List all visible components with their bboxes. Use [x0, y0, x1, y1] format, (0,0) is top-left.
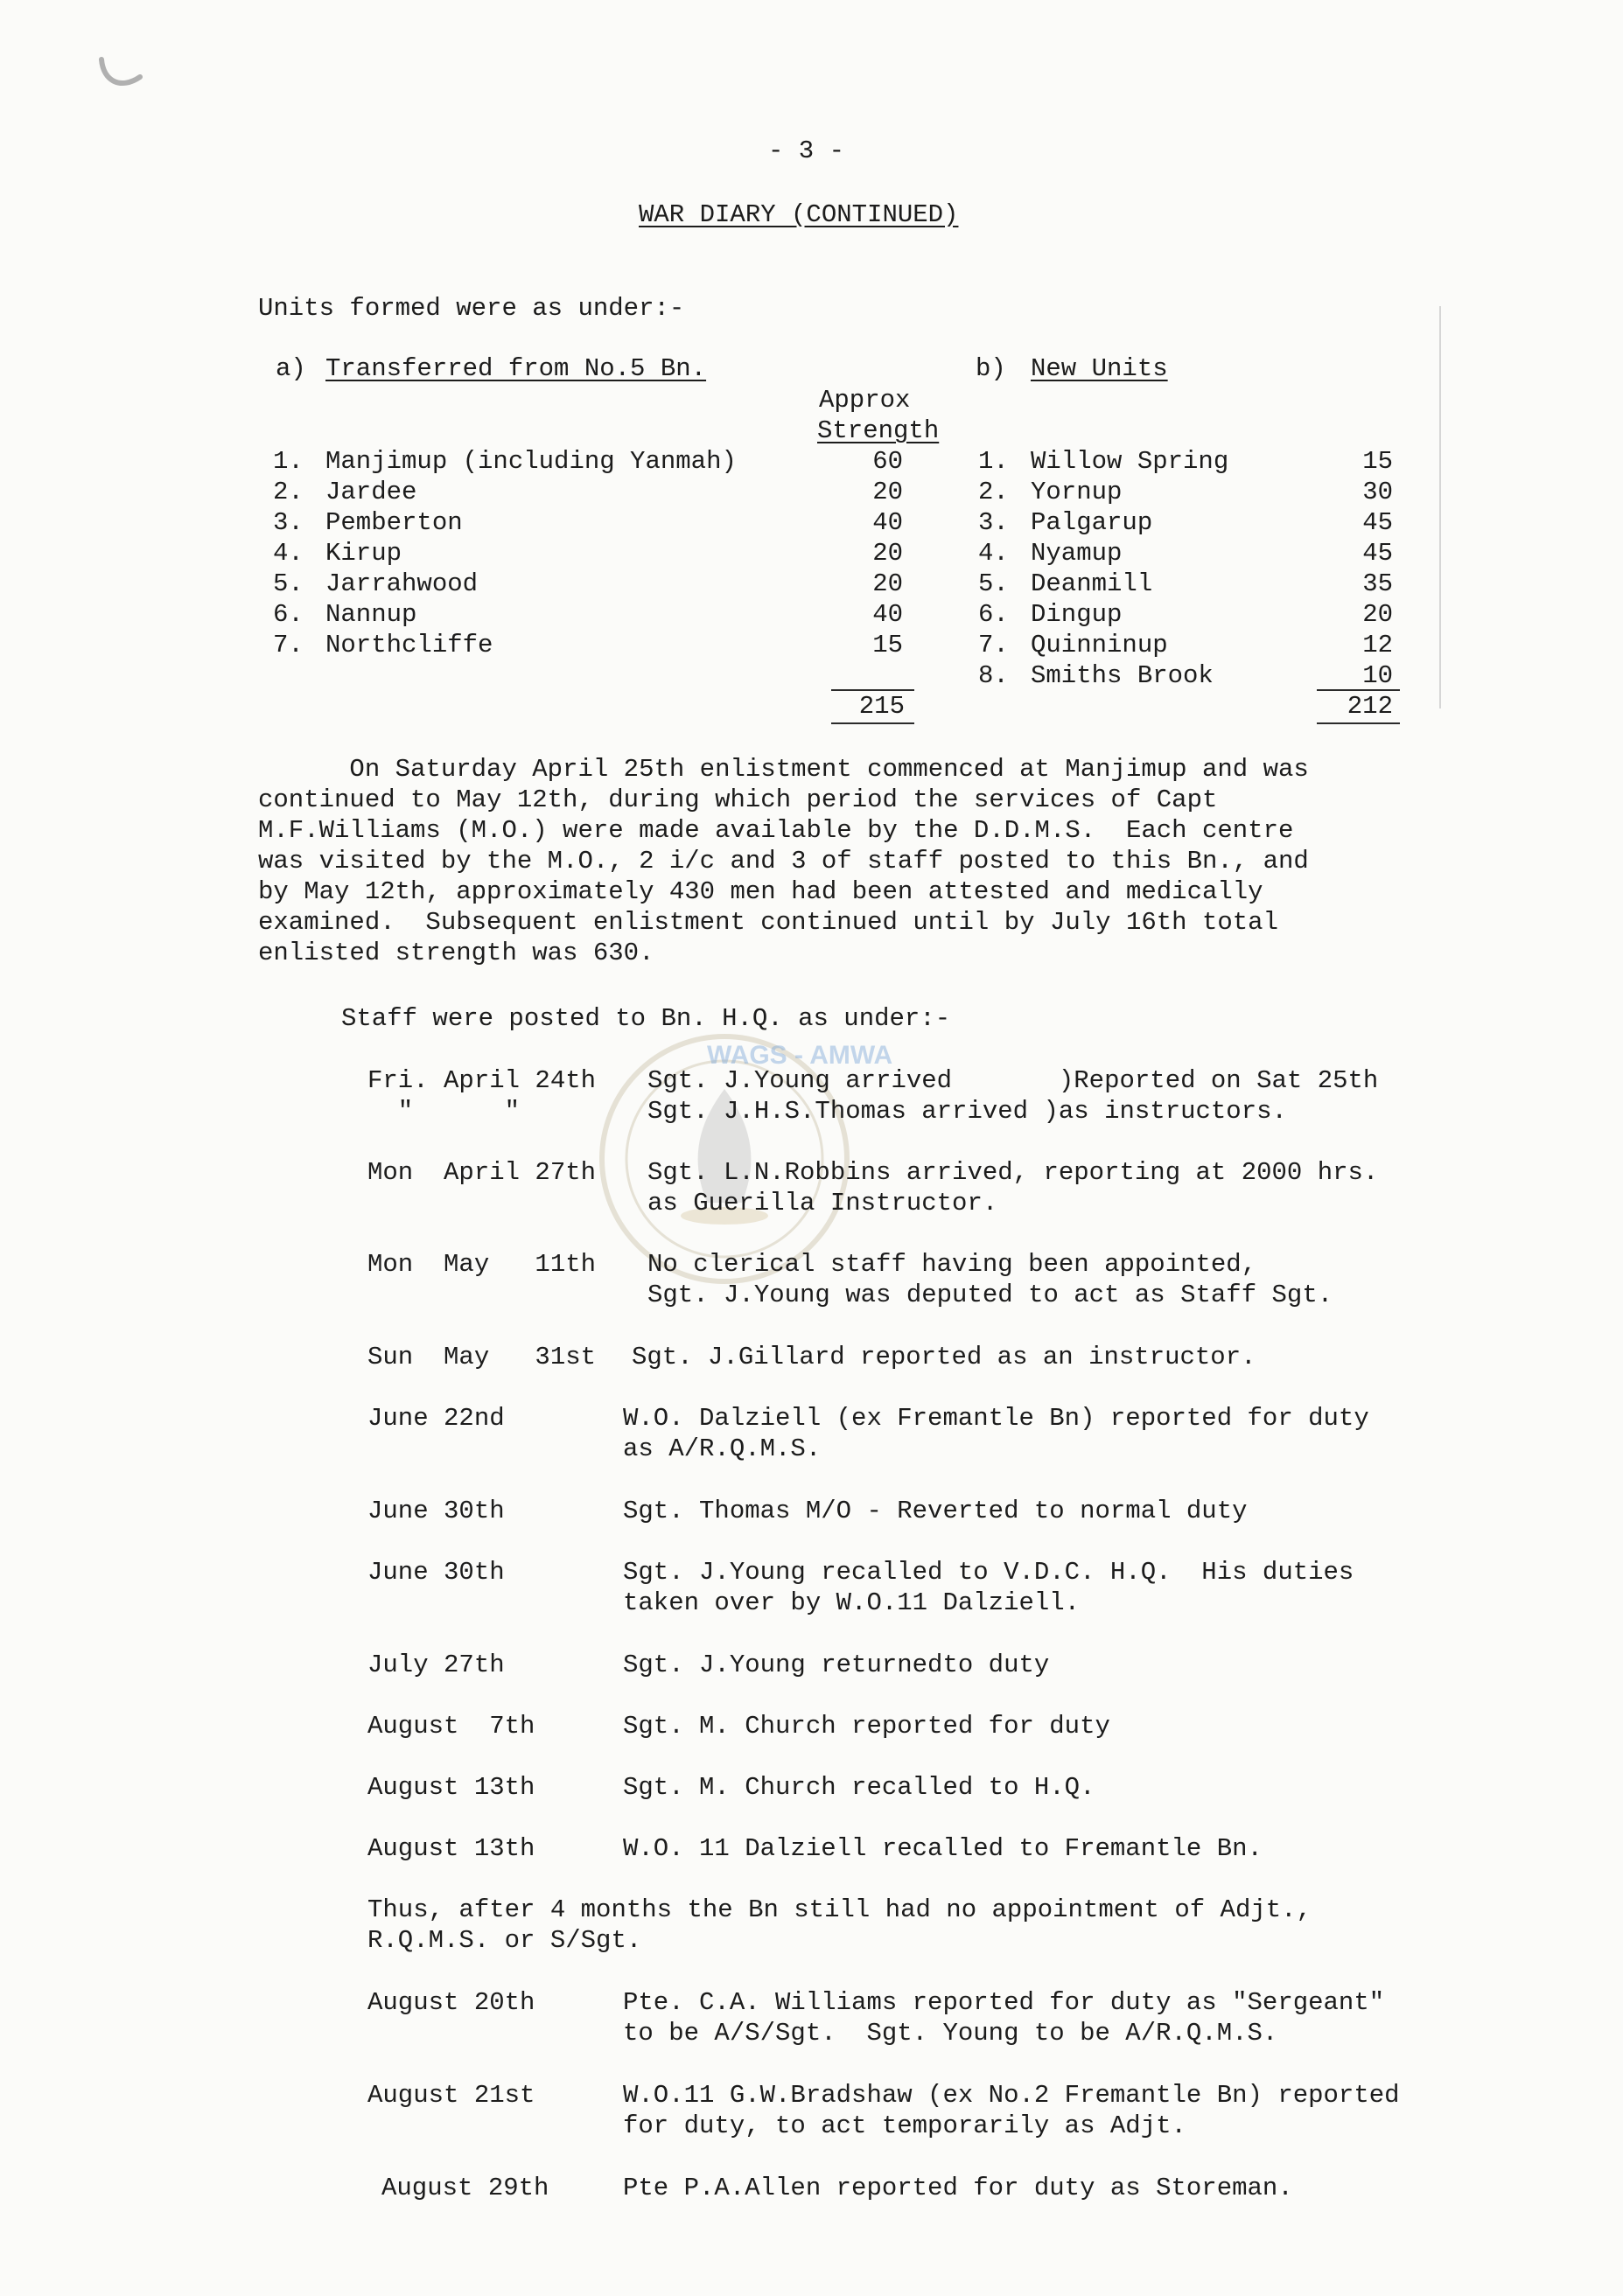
list-item-num: 4. [978, 539, 1009, 568]
list-item-name: Northcliffe [325, 631, 493, 659]
list-item-name: Jarrahwood [325, 569, 479, 598]
list-item-strength: 45 [1362, 539, 1393, 568]
entry-date: July 27th [367, 1650, 505, 1679]
entry-date: August 20th [367, 1988, 535, 2017]
entry-date: August 13th [367, 1834, 535, 1863]
list-item-num: 1. [273, 447, 304, 476]
watermark-text: WAGS - AMWA [707, 1041, 893, 1070]
entry-date: June 22nd [367, 1404, 505, 1433]
list-item-strength: 20 [1362, 600, 1393, 629]
list-item-name: Nannup [325, 600, 417, 629]
strength-header-2: Strength [817, 416, 940, 445]
list-item-name: Pemberton [325, 508, 463, 537]
list-item-name: Yornup [1031, 478, 1123, 506]
list-item-name: Jardee [325, 478, 417, 506]
entry-text: Sgt. M. Church recalled to H.Q. [623, 1773, 1095, 1802]
list-item-num: 6. [978, 600, 1009, 629]
entry-text: W.O.11 G.W.Bradshaw (ex No.2 Fremantle Bn) reported for duty, to act temporarily as Adjt. [623, 2081, 1400, 2140]
section-b-prefix: b) [976, 354, 1006, 383]
entry-text: Pte. C.A. Williams reported for duty as "Sergeant" to be A/S/Sgt. Sgt. Young to be A/R.Q.M.S. [623, 1988, 1385, 2048]
entry-text: No clerical staff having been appointed, Sgt. J.Young was deputed to act as Staff Sgt. [647, 1250, 1333, 1309]
list-item-num: 7. [978, 631, 1009, 659]
list-item-name: Quinninup [1031, 631, 1168, 659]
list-item-num: 2. [978, 478, 1009, 506]
list-item-strength: 12 [1362, 631, 1393, 659]
list-item-strength: 40 [872, 600, 903, 629]
list-item-strength: 35 [1362, 569, 1393, 598]
section-a-prefix: a) [276, 354, 306, 383]
list-item-strength: 20 [872, 569, 903, 598]
list-item-strength: 40 [872, 508, 903, 537]
list-item-num: 5. [273, 569, 304, 598]
list-item-num: 4. [273, 539, 304, 568]
total-underline-a [831, 722, 914, 724]
section-b-total: 212 [1347, 692, 1393, 721]
list-item-name: Willow Spring [1031, 447, 1229, 476]
list-item-strength: 45 [1362, 508, 1393, 537]
entry-text: Sgt. J.Young arrived )Reported on Sat 25th Sgt. J.H.S.Thomas arrived )as instructors. [647, 1066, 1379, 1126]
section-b-heading: New Units [1031, 354, 1168, 383]
list-item-strength: 20 [872, 539, 903, 568]
entry-date: Sun May 31st [367, 1343, 597, 1371]
entry-text: Sgt. Thomas M/O - Reverted to normal duty [623, 1497, 1248, 1525]
list-item-num: 7. [273, 631, 304, 659]
entry-text: Sgt. J.Gillard reported as an instructor. [632, 1343, 1256, 1371]
section-a-total: 215 [858, 692, 905, 721]
list-item-name: Dingup [1031, 600, 1123, 629]
staff-intro: Staff were posted to Bn. H.Q. as under:- [341, 1004, 951, 1033]
entry-date: Fri. April 24th [367, 1066, 597, 1095]
list-item-name: Nyamup [1031, 539, 1123, 568]
entry-text: W.O. 11 Dalziell recalled to Fremantle Bn. [623, 1834, 1263, 1863]
entry-text: Sgt. L.N.Robbins arrived, reporting at 2000 hrs. as Guerilla Instructor. [647, 1158, 1379, 1218]
scan-mark-icon [94, 51, 147, 94]
list-item-num: 3. [273, 508, 304, 537]
list-item-name: Smiths Brook [1031, 661, 1214, 690]
entry-date: June 30th [367, 1558, 505, 1587]
entry-text: Sgt. J.Young recalled to V.D.C. H.Q. His duties taken over by W.O.11 Dalziell. [623, 1558, 1354, 1617]
entry-date: August 21st [367, 2081, 535, 2110]
entry-text: Sgt. M. Church reported for duty [623, 1712, 1110, 1741]
total-underline-b [1317, 722, 1400, 724]
list-item-name: Kirup [325, 539, 402, 568]
entry-text: W.O. Dalziell (ex Fremantle Bn) reported for duty as A/R.Q.M.S. [623, 1404, 1369, 1463]
page-edge-shadow [1439, 306, 1441, 708]
list-item-strength: 15 [872, 631, 903, 659]
page-number: - 3 - [768, 136, 845, 165]
summary-paragraph: Thus, after 4 months the Bn still had no appointment of Adjt., R.Q.M.S. or S/Sgt. [367, 1895, 1312, 1955]
entry-date: August 13th [367, 1773, 535, 1802]
list-item-name: Deanmill [1031, 569, 1153, 598]
list-item-strength: 20 [872, 478, 903, 506]
section-a-heading: Transferred from No.5 Bn. [325, 354, 707, 383]
entry-text: Sgt. J.Young returnedto duty [623, 1650, 1050, 1679]
entry-date: August 29th [381, 2174, 549, 2202]
list-item-num: 1. [978, 447, 1009, 476]
list-item-strength: 60 [872, 447, 903, 476]
list-item-strength: 30 [1362, 478, 1393, 506]
list-item-num: 6. [273, 600, 304, 629]
list-item-num: 3. [978, 508, 1009, 537]
list-item-num: 5. [978, 569, 1009, 598]
entry-text: Pte P.A.Allen reported for duty as Storeman. [623, 2174, 1293, 2202]
list-item-strength: 10 [1362, 661, 1393, 690]
list-item-num: 2. [273, 478, 304, 506]
strength-header-1: Approx [819, 386, 911, 415]
page-title: WAR DIARY (CONTINUED) [639, 200, 959, 229]
entry-date: June 30th [367, 1497, 505, 1525]
list-item-strength: 15 [1362, 447, 1393, 476]
entry-date: August 7th [367, 1712, 535, 1741]
entry-date: " " [367, 1097, 521, 1126]
list-item-name: Palgarup [1031, 508, 1153, 537]
list-item-num: 8. [978, 661, 1009, 690]
entry-date: Mon April 27th [367, 1158, 597, 1187]
enlistment-paragraph: On Saturday April 25th enlistment commenced at Manjimup and was continued to May 12th, during which period the services of Capt M.F.Williams (M.O.) were made available by the D.D.M.S. Each centre was visited by the M.O., 2 i/c and 3 of staff posted to this Bn., and by May 12th, approximately 430 men had been attested and medically examined. Subsequent enlistment continued until by July 16th total enlisted strength was 630. [258, 755, 1309, 967]
units-intro: Units formed were as under:- [258, 294, 685, 323]
entry-date: Mon May 11th [367, 1250, 597, 1279]
list-item-name: Manjimup (including Yanmah) [325, 447, 737, 476]
